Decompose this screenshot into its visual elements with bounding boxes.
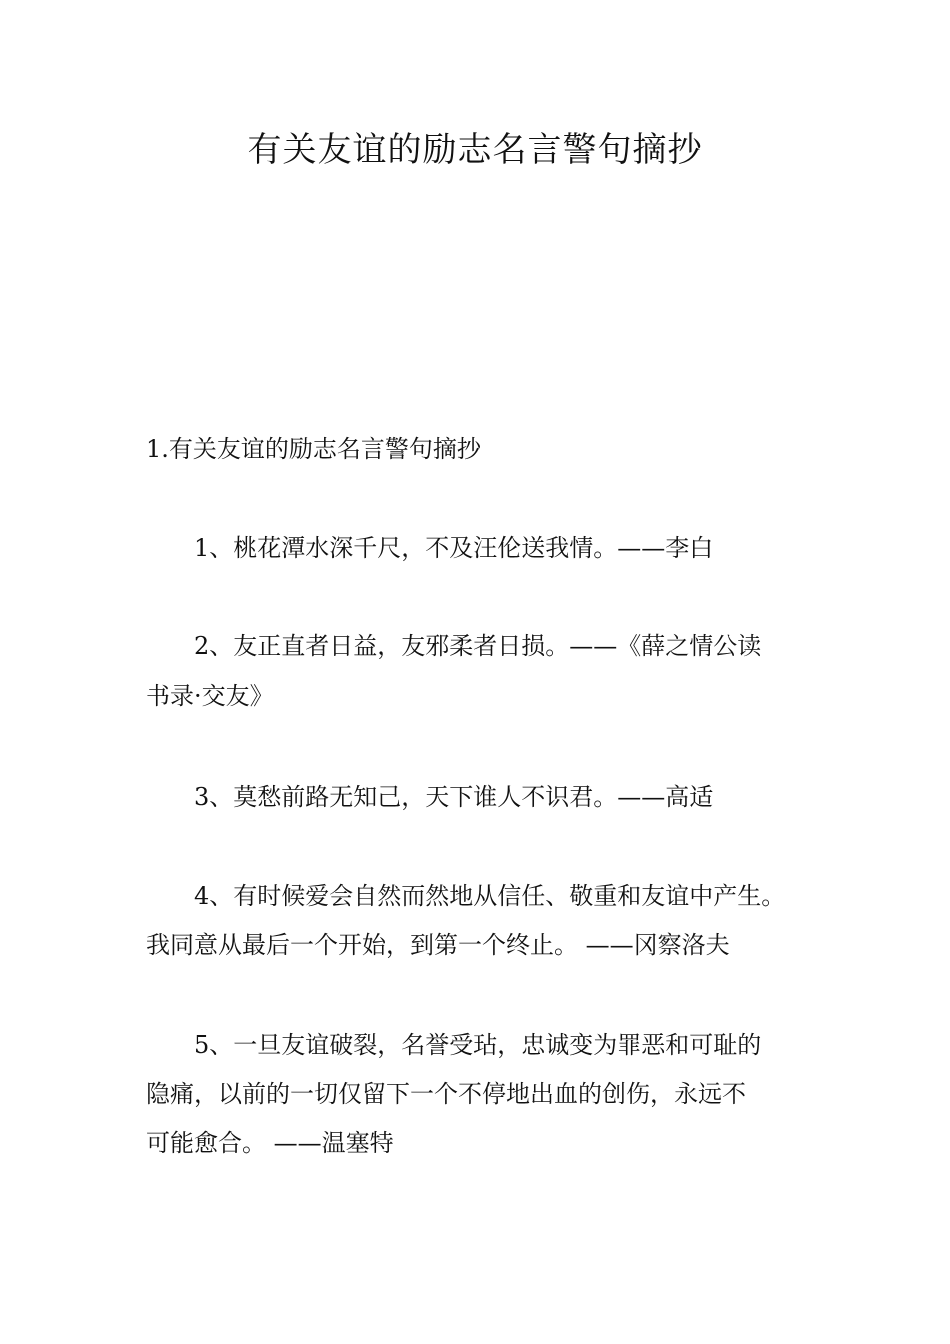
quote-line: 书录·交友》 [146, 682, 274, 710]
document-title: 有关友谊的励志名言警句摘抄 [247, 130, 703, 170]
quote-line: 可能愈合。 ——温塞特 [146, 1129, 394, 1157]
quote-line: 5、一旦友谊破裂，名誉受玷，忠诚变为罪恶和可耻的 [194, 1031, 762, 1059]
quote-line: 1、桃花潭水深千尺，不及汪伦送我情。——李白 [194, 534, 714, 562]
quote-line: 隐痛，以前的一切仅留下一个不停地出血的创伤，永远不 [146, 1080, 746, 1108]
quote-line: 我同意从最后一个开始，到第一个终止。 ——冈察洛夫 [146, 931, 730, 959]
quote-line: 2、友正直者日益，友邪柔者日损。——《薛之情公读 [194, 632, 762, 660]
quote-line: 4、有时候爱会自然而然地从信任、敬重和友谊中产生。 [194, 882, 786, 910]
quote-line: 3、莫愁前路无知己，天下谁人不识君。——高适 [194, 783, 714, 811]
section-heading: 1.有关友谊的励志名言警句摘抄 [146, 435, 481, 463]
